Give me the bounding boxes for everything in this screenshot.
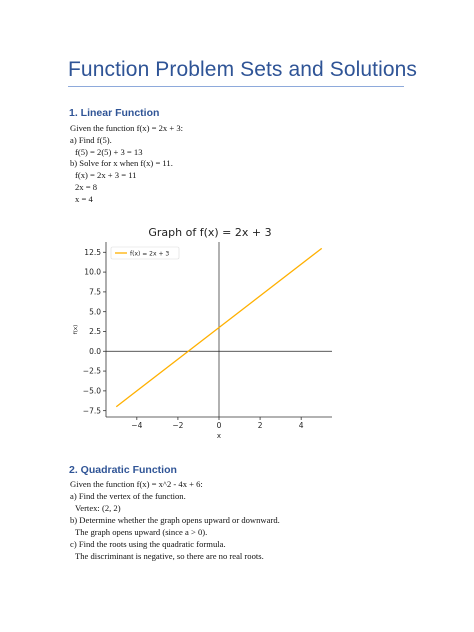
text-line: f(5) = 2(5) + 3 = 13: [75, 147, 143, 157]
text-line: Given the function f(x) = x^2 - 4x + 6:: [70, 479, 203, 489]
y-tick-label: 0.0: [89, 346, 101, 356]
y-tick-label: −2.5: [82, 366, 101, 376]
text-line: The graph opens upward (since a > 0).: [75, 527, 208, 537]
y-tick-label: 10.0: [84, 267, 101, 277]
x-tick-label: −4: [131, 421, 143, 430]
y-tick-label: 5.0: [89, 307, 101, 317]
text-line: a) Find the vertex of the function.: [70, 491, 186, 501]
legend-label: f(x) = 2x + 3: [130, 250, 170, 258]
y-tick-label: 7.5: [89, 287, 101, 297]
x-tick-label: 2: [257, 421, 263, 430]
text-line: 2x = 8: [75, 182, 98, 192]
y-tick-label: −7.5: [82, 406, 101, 416]
x-axis-label: x: [216, 432, 222, 440]
text-line: Vertex: (2, 2): [75, 503, 121, 513]
text-line: x = 4: [75, 194, 93, 204]
text-line: b) Solve for x when f(x) = 11.: [70, 158, 173, 168]
y-axis-label: f(x): [73, 324, 79, 335]
section-heading-linear: 1. Linear Function: [69, 107, 160, 119]
text-line: c) Find the roots using the quadratic formula.: [70, 539, 226, 549]
text-line: Given the function f(x) = 2x + 3:: [70, 123, 184, 133]
text-line: a) Find f(5).: [70, 135, 112, 145]
x-tick-label: 4: [298, 421, 304, 430]
y-tick-label: 2.5: [89, 327, 101, 337]
text-line: b) Determine whether the graph opens upward or downward.: [70, 515, 280, 525]
function-graph: [60, 220, 360, 442]
x-tick-label: −2: [172, 421, 184, 430]
text-line: f(x) = 2x + 3 = 11: [75, 170, 137, 180]
y-tick-label: 12.5: [84, 247, 101, 257]
chart-title: Graph of f(x) = 2x + 3: [148, 226, 272, 239]
y-tick-label: −5.0: [82, 386, 101, 396]
section-heading-quadratic: 2. Quadratic Function: [69, 464, 177, 476]
text-line: The discriminant is negative, so there are no real roots.: [75, 551, 264, 561]
title-underline: [68, 86, 404, 87]
x-tick-label: 0: [216, 421, 222, 430]
document-title: Function Problem Sets and Solutions: [68, 58, 418, 81]
